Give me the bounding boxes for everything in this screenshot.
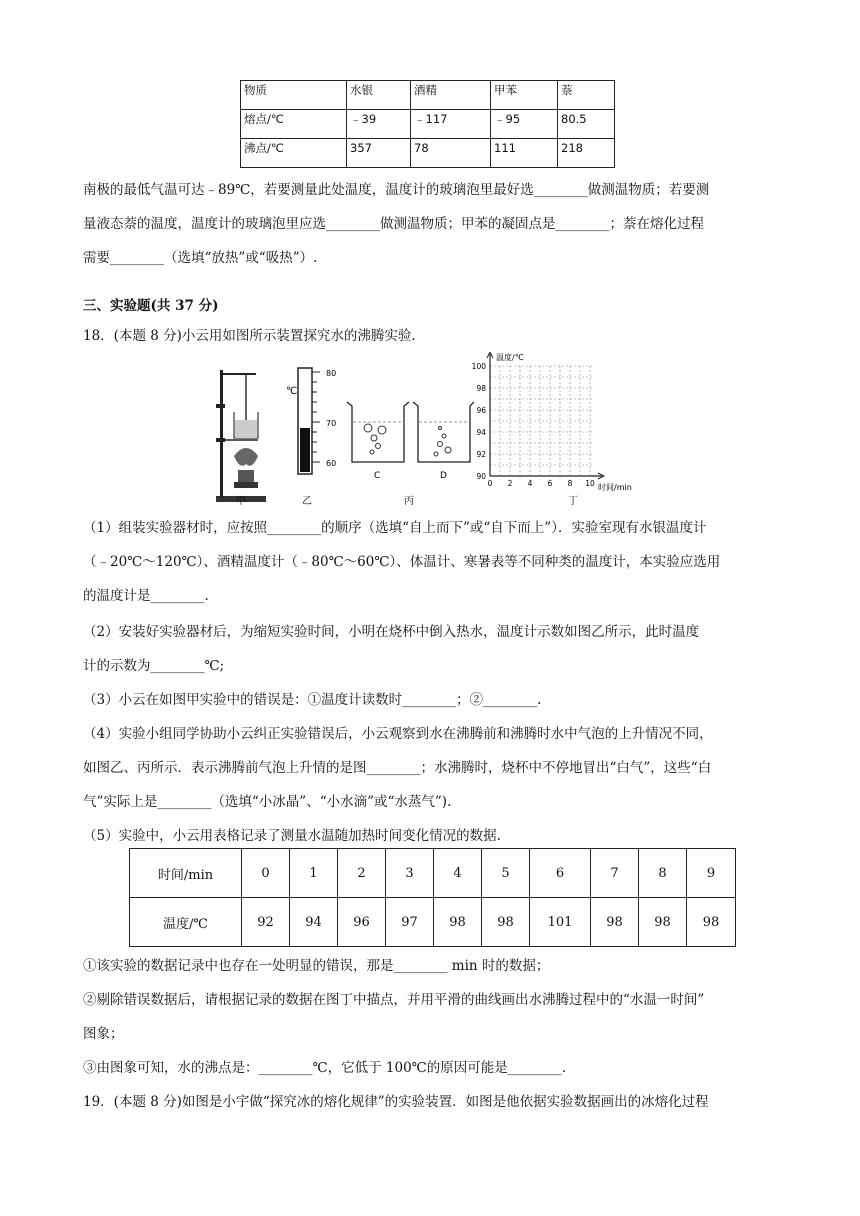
q18-line: （5）实验中，小云用表格记录了测量水温随加热时间变化情况的数据. [83,828,501,844]
table-cell: 3 [386,849,434,898]
table-row [241,81,615,110]
table-cell: 物质 [241,81,347,110]
thermometer-tick-label: 70 [326,419,337,428]
substance-table [240,80,615,168]
table-cell: 9 [687,849,736,898]
table-cell: 萘 [558,81,615,110]
graph-x-tick-label: 0 [487,479,493,488]
table-cell: 218 [558,139,615,168]
row-label: 温度/℃ [130,898,242,947]
table-cell: 98 [591,898,639,947]
apparatus-jia-figure [212,360,272,508]
q18-subquestion: 图象； [83,1026,124,1042]
q18-line: （﹣20℃～120℃）、酒精温度计（﹣80℃～60℃）、体温计、寒暑表等不同种类的温度计，本实验应选用 [83,554,721,570]
beakers-bing-figure [344,398,474,484]
graph-x-tick-label: 2 [507,479,513,488]
table-cell: 101 [530,898,591,947]
thermometer-unit: ℃ [286,386,298,397]
q18-line: 气”实际上是________（选填“小冰晶”、“小水滴”或“水蒸气”). [83,794,452,810]
table-cell: 357 [347,139,411,168]
figure-caption-bing: 丙 [404,496,414,507]
graph-x-tick-label: 4 [527,479,533,488]
table-cell: 0 [242,849,290,898]
q18-subquestion: ②剔除错误数据后，请根据记录的数据在图丁中描点，并用平滑的曲线画出水沸腾过程中的“水温一时间” [83,992,705,1008]
figure-caption-yi: 乙 [302,496,312,507]
q18-line: 如图乙、丙所示．表示沸腾前气泡上升情的是图________；水沸腾时，烧杯中不停地冒出“白气”，这些“白 [83,760,712,776]
table-cell: 7 [591,849,639,898]
table-cell: ﹣117 [411,110,491,139]
table-row [241,110,615,139]
q17-line-1: 南极的最低气温可达﹣89℃，若要测量此处温度，温度计的玻璃泡里最好选________做测温物质；若要测 [83,182,710,198]
graph-y-tick-label: 94 [476,428,486,437]
table-cell: 水银 [347,81,411,110]
table-cell: 1 [290,849,338,898]
table-cell: 酒精 [411,81,491,110]
graph-x-tick-label: 10 [585,479,595,488]
graph-y-tick-label: 90 [476,472,486,481]
graph-y-axis-label: 温度/℃ [496,353,524,362]
table-cell: 98 [687,898,736,947]
graph-ding-figure [470,352,680,492]
table-cell: 111 [491,139,558,168]
row-label: 时间/min [130,849,242,898]
table-cell: 97 [386,898,434,947]
thermometer-yi-figure [286,362,352,482]
graph-y-tick-label: 98 [476,384,486,393]
table-cell: 4 [434,849,482,898]
q18-subquestion: ③由图象可知，水的沸点是：________℃，它低于 100℃的原因可能是________. [83,1060,567,1076]
graph-y-tick-label: 96 [476,406,486,415]
table-cell: 沸点/℃ [241,139,347,168]
table-cell: 熔点/℃ [241,110,347,139]
table-cell: 8 [639,849,687,898]
table-cell: 甲苯 [491,81,558,110]
table-cell: ﹣39 [347,110,411,139]
table-row [130,849,736,898]
table-row [130,898,736,947]
graph-x-tick-label: 6 [547,479,553,488]
graph-y-tick-label: 100 [471,362,486,371]
table-cell: 6 [530,849,591,898]
q19-line: 19．(本题 8 分)如图是小宇做“探究冰的熔化规律”的实验装置．如图是他依据实验数据画出的冰熔化过程 [83,1094,709,1110]
q18-line: （2）安装好实验器材后，为缩短实验时间，小明在烧杯中倒入热水，温度计示数如图乙所示，此时温度 [83,624,700,640]
graph-x-tick-label: 8 [567,479,573,488]
q18-line: （1）组装实验器材时，应按照________的顺序（选填“自上而下”或“自下而上”）．实验室现有水银温度计 [83,520,707,536]
graph-y-tick-label: 92 [476,450,486,459]
section-heading: 三、实验题(共 37 分) [83,298,219,314]
table-cell: ﹣95 [491,110,558,139]
q18-line: （4）实验小组同学协助小云纠正实验错误后，小云观察到水在沸腾前和沸腾时水中气泡的上升情况不同， [83,726,713,742]
table-cell: 92 [242,898,290,947]
q17-line-2: 量液态萘的温度，温度计的玻璃泡里应选________做测温物质；甲苯的凝固点是________；萘在熔化过程 [83,216,704,232]
table-cell: 5 [482,849,530,898]
figure-caption-ding: 丁 [568,496,578,507]
beaker-label-d: D [440,471,447,481]
q18-subquestion: ①该实验的数据记录中也存在一处明显的错误，那是________ min 时的数据； [83,958,550,974]
graph-x-axis-label: 时间/min [598,483,632,492]
thermometer-tick-label: 80 [326,369,337,378]
q17-line-3: 需要________（选填“放热”或“吸热”）. [83,250,318,266]
table-cell: 2 [338,849,386,898]
q18-line: （3）小云在如图甲实验中的错误是：①温度计读数时________；②________. [83,692,542,708]
table-cell: 96 [338,898,386,947]
beaker-label-c: C [374,471,381,481]
table-cell: 98 [482,898,530,947]
table-cell: 98 [639,898,687,947]
q18-intro: 18．(本题 8 分)小云用如图所示装置探究水的沸腾实验. [83,328,416,344]
time-temperature-table [129,848,736,947]
thermometer-tick-label: 60 [326,459,337,468]
table-cell: 80.5 [558,110,615,139]
table-cell: 94 [290,898,338,947]
table-cell: 98 [434,898,482,947]
table-cell: 78 [411,139,491,168]
figure-caption-jia: 甲 [236,496,246,507]
q18-line: 计的示数为________℃; [83,658,225,674]
table-row [241,139,615,168]
q18-line: 的温度计是________. [83,588,209,604]
